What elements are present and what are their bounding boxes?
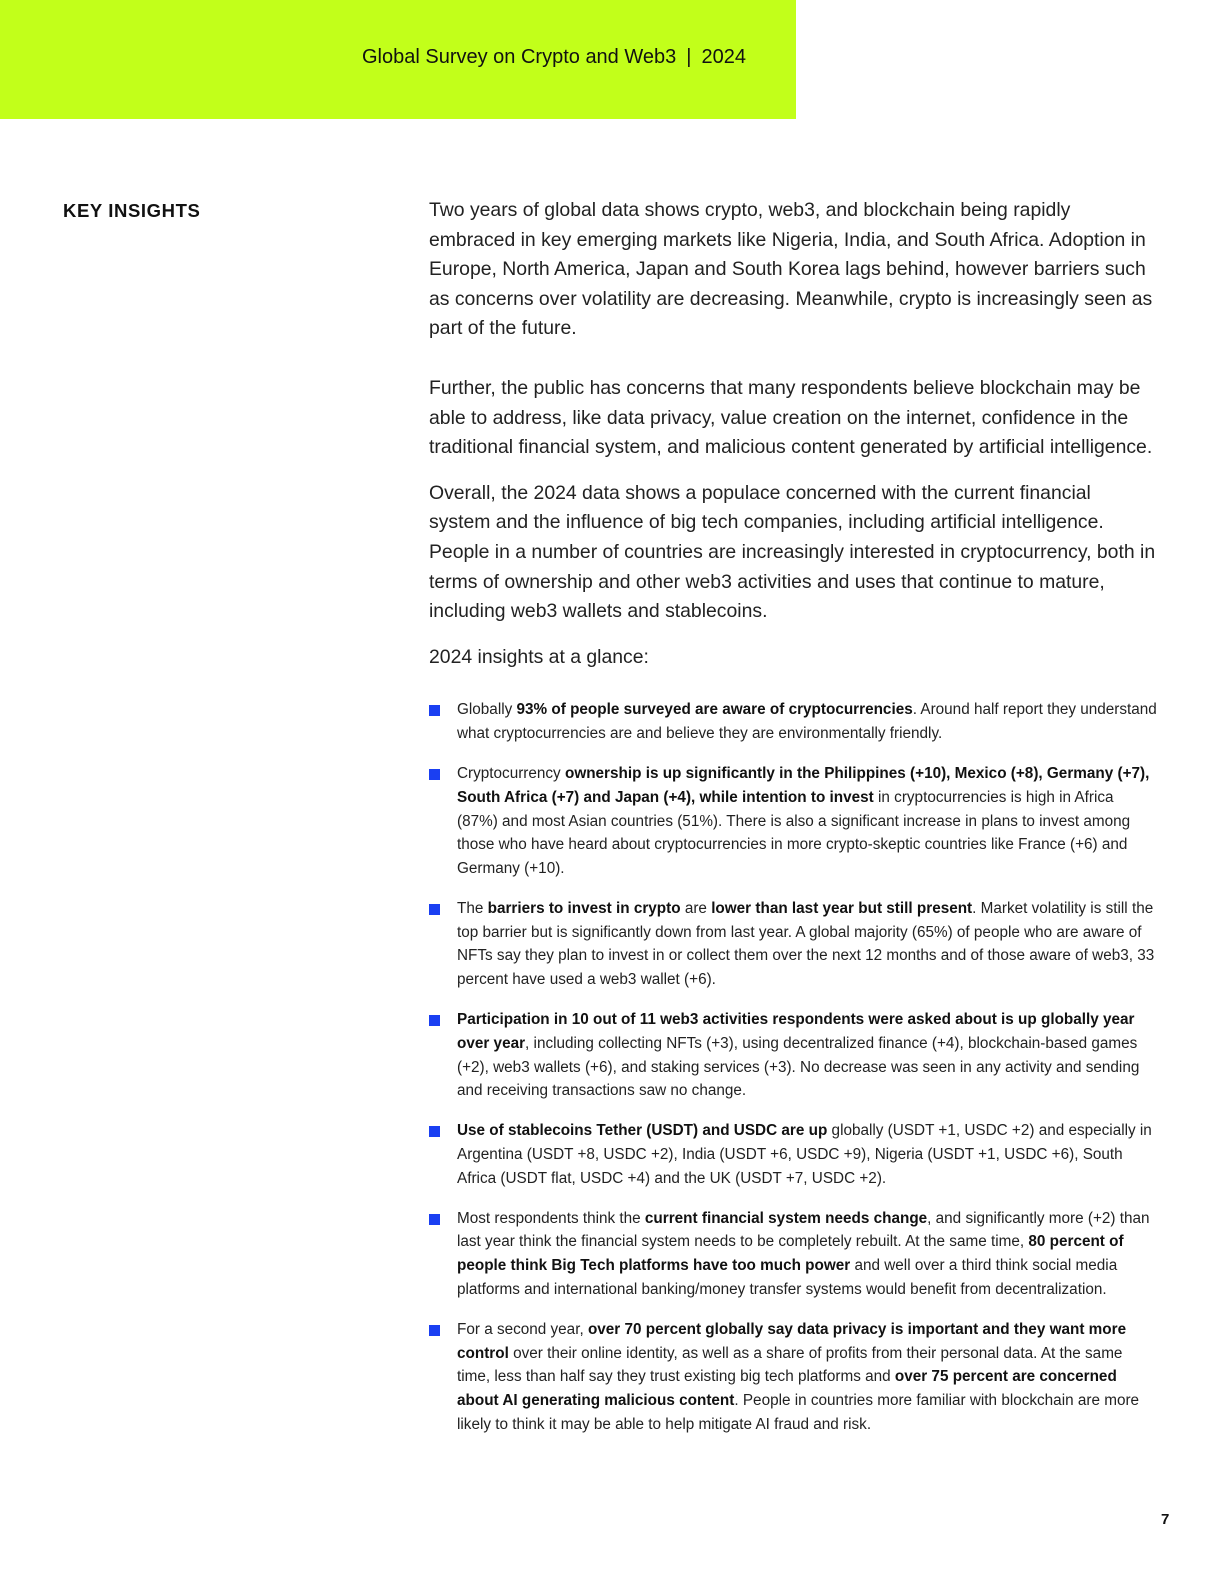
bullet-square-icon	[429, 1325, 440, 1336]
bullet-square-icon	[429, 769, 440, 780]
insight-item	[429, 1008, 1157, 1103]
insight-text: in cryptocurrencies is high in Africa (87%) and most Asian countries (51%). There is also a significant increase in plans to invest among those who have heard about cryptocurrencies in more crypto-skeptic countries like France (+6) and Germany (+10).	[457, 788, 1131, 878]
insight-emphasis: current financial system needs change	[644, 1209, 928, 1227]
insight-emphasis: ownership is up significantly in the Philippines (+10), Mexico (+8), Germany (+7), South Africa (+7) and Japan (+4), while intention to invest	[457, 764, 1150, 806]
insight-emphasis: 93% of people surveyed are aware of cryptocurrencies	[516, 701, 913, 719]
insight-text: and well over a third think social media platforms and international banking/money transfer systems would benefit from decentralization.	[457, 1257, 1118, 1299]
bullet-square-icon	[429, 904, 440, 915]
main-content	[429, 196, 1157, 1453]
report-year: 2024	[701, 46, 746, 68]
insight-item	[429, 1119, 1157, 1190]
header-band	[0, 0, 796, 119]
insight-item	[429, 762, 1157, 881]
insight-text: . Around half report they understand what cryptocurrencies are and believe they are environmentally friendly.	[457, 701, 1157, 743]
report-title-text: Global Survey on Crypto and Web3	[362, 46, 677, 68]
intro-paragraph: Two years of global data shows crypto, web3, and blockchain being rapidly embraced in key emerging markets like Nigeria, India, and South Africa. Adoption in Europe, North America, Japan and South Korea lags behind, however barriers such as concerns over volatility are decreasing. Meanwhile, crypto is increasingly seen as part of the future.	[429, 199, 1153, 340]
insight-emphasis: over 70 percent globally say data privacy is important and they want more control	[457, 1320, 1127, 1362]
bullet-square-icon	[429, 1126, 440, 1137]
insight-text: The	[457, 899, 488, 917]
overall-paragraph: Overall, the 2024 data shows a populace concerned with the current financial system and the influence of big tech companies, including artificial intelligence. People in a number of countries are increasingly interested in cryptocurrency, both in terms of ownership and other web3 activities and uses that continue to mature, including web3 wallets and stablecoins.	[429, 481, 1156, 623]
insight-text: Cryptocurrency	[457, 764, 565, 782]
insight-text: over their online identity, as well as a share of profits from their personal data. At the same time, less than half say they trust existing big tech platforms and	[457, 1344, 1123, 1386]
concerns-paragraph: Further, the public has concerns that many respondents believe blockchain may be able to address, like data privacy, value creation on the internet, confidence in the traditional financial system, and malicious content generated by artificial intelligence.	[429, 376, 1153, 459]
insight-text: , and significantly more (+2) than last year think the financial system needs to be completely rebuilt. At the same time,	[457, 1209, 1150, 1251]
insight-item	[429, 698, 1157, 746]
insight-text: Globally	[457, 701, 517, 719]
insight-text: . People in countries more familiar with blockchain are more likely to think it may be able to help mitigate AI fraud and risk.	[457, 1392, 1140, 1434]
report-title	[362, 44, 782, 70]
bullet-square-icon	[429, 705, 440, 716]
page-number: 7	[1161, 1511, 1170, 1528]
bullet-square-icon	[429, 1015, 440, 1026]
insight-emphasis: Participation in 10 out of 11 web3 activities respondents were asked about is up globally year over year	[457, 1011, 1135, 1052]
insight-text: , including collecting NFTs (+3), using decentralized finance (+4), blockchain-based games (+2), web3 wallets (+6), and staking services (+3). No decrease was seen in any activity and sending and receiving transactions saw no change.	[457, 1034, 1140, 1100]
insight-item	[429, 1207, 1157, 1302]
insight-emphasis: barriers to invest in crypto	[487, 899, 681, 917]
glance-heading: 2024 insights at a glance:	[429, 645, 649, 668]
insight-emphasis: over 75 percent are concerned about AI generating malicious content	[457, 1368, 1117, 1410]
insight-emphasis: Use of stablecoins Tether (USDT) and USDC are up	[457, 1122, 828, 1140]
insight-text: are	[680, 899, 712, 917]
insight-emphasis: 80 percent of people think Big Tech platforms have too much power	[457, 1233, 1124, 1275]
title-separator: |	[686, 46, 692, 68]
insight-item	[429, 897, 1157, 992]
insight-text: globally (USDT +1, USDC +2) and especially in Argentina (USDT +8, USDC +2), India (USDT +6, USDC +9), Nigeria (USDT +1, USDC +6), South Africa (USDT flat, USDC +4) and the UK (USDT +7, USDC +2).	[457, 1122, 1152, 1187]
section-label: KEY INSIGHTS	[63, 200, 201, 221]
insight-text: Most respondents think the	[457, 1209, 645, 1227]
insight-emphasis: lower than last year but still present	[711, 899, 973, 917]
insight-item	[429, 1318, 1157, 1437]
insights-list	[429, 698, 1157, 1437]
bullet-square-icon	[429, 1214, 440, 1225]
insight-text: For a second year,	[457, 1320, 588, 1338]
insight-text: . Market volatility is still the top barrier but is significantly down from last year. A global majority (65%) of people who are aware of NFTs say they plan to invest in or collect them over the next 12 months and of those aware of web3, 33 percent have used a web3 wallet (+6).	[457, 899, 1155, 989]
